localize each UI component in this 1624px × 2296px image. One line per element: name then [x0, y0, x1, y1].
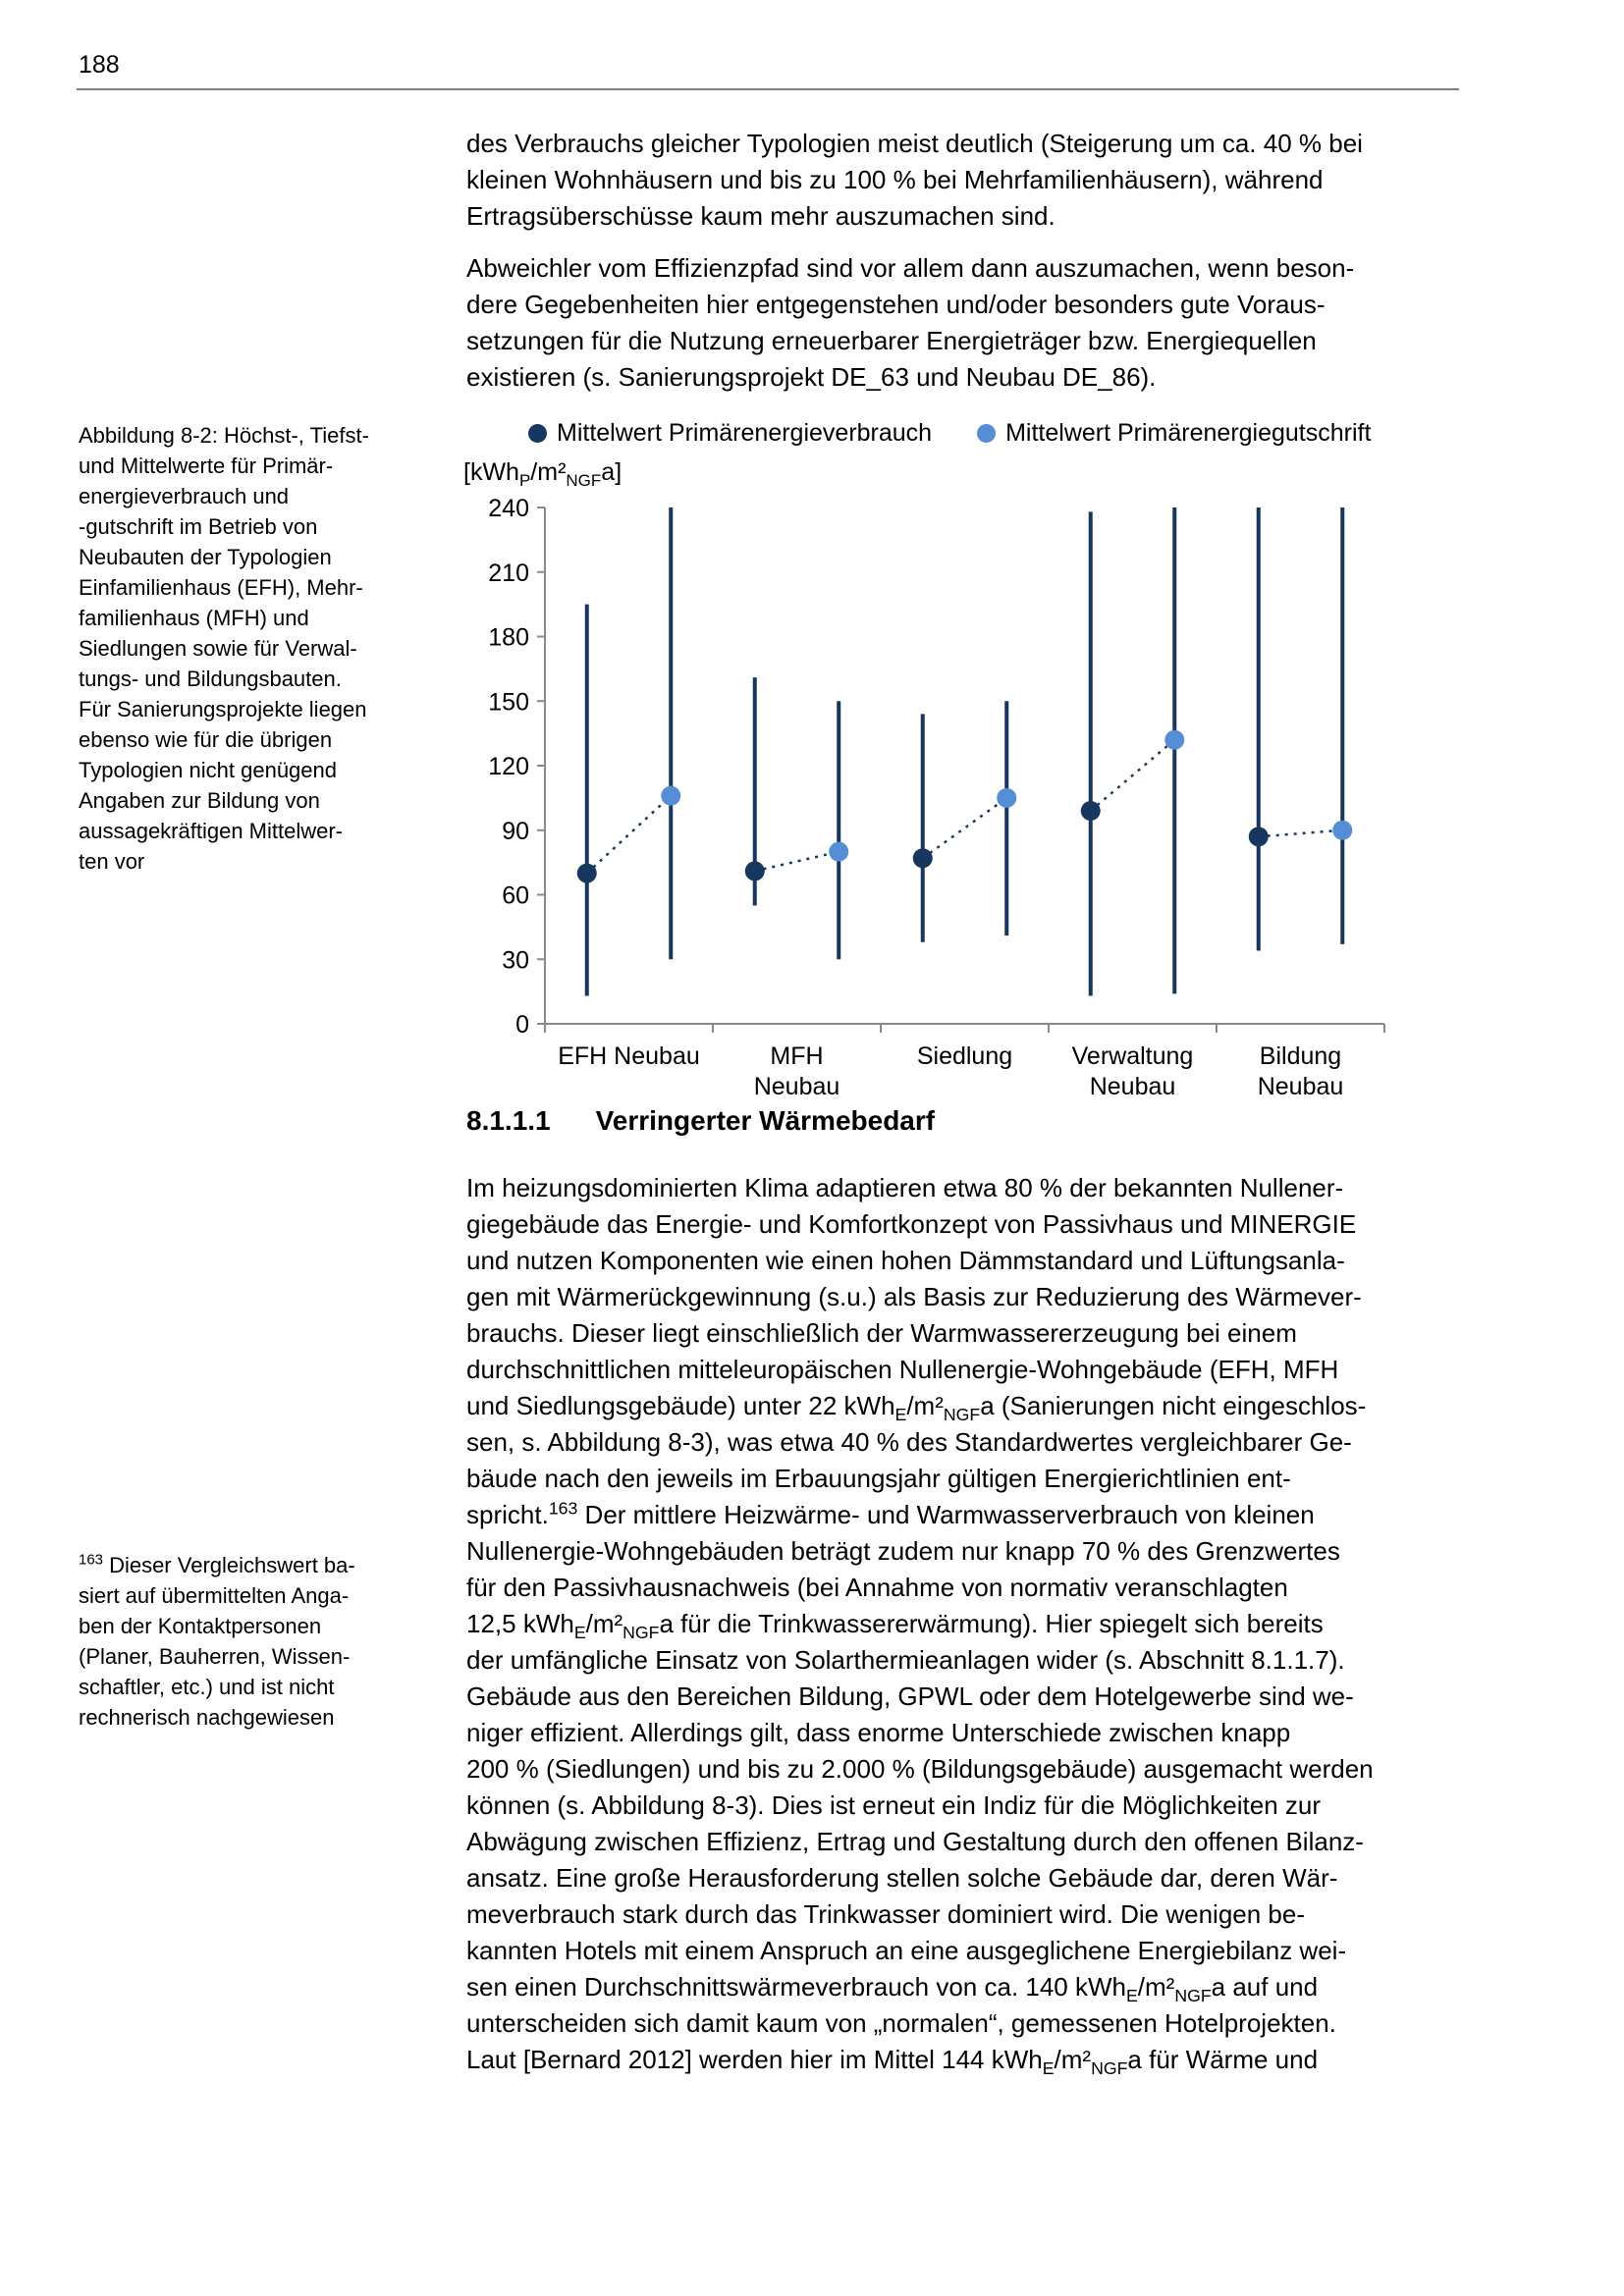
y-tick-label: 180 [488, 623, 529, 652]
category-label: MFH Neubau [753, 1042, 840, 1100]
mean-connector [755, 852, 839, 872]
category-label: Verwaltung Neubau [1071, 1042, 1194, 1100]
mean-dot [829, 842, 848, 862]
paragraph-deviation: Abweichler vom Effizienzpfad sind vor allem dann auszumachen, wenn beson- dere Gegebenheiten hier entgegenstehen und/oder besonders gute Voraus- setzungen für die Nutzung erneuerbarer Energieträger bzw. Energiequellen existieren (s. Sanierungsprojekt DE_63 und Neubau DE_86). [466, 253, 1355, 392]
mean-dot [1249, 827, 1269, 846]
mean-dot [1164, 730, 1184, 750]
legend-label: Mittelwert Primärenergieverbrauch [557, 418, 933, 447]
mean-dot [661, 786, 680, 806]
section-title: Verringerter Wärmebedarf [595, 1105, 936, 1136]
section-number: 8.1.1.1 [466, 1105, 551, 1136]
y-tick-label: 90 [502, 817, 529, 845]
mean-connector [587, 796, 672, 874]
y-tick-label: 210 [488, 559, 529, 587]
footnote-163: $^{163}$ Dieser Vergleichswert ba- siert auf übermittelten Anga- ben der Kontaktpersonen (Planer, Bauherren, Wissen- schaftler, etc.) und ist nicht rechnerisch nachgewiesen [79, 1551, 355, 1730]
legend-item-gutschrift [977, 419, 1371, 448]
mean-dot [1332, 821, 1352, 840]
mean-dot [997, 788, 1016, 808]
figure-caption: Abbildung 8-2: Höchst-, Tiefst- und Mittelwerte für Primär- energieverbrauch und -gutschrift im Betrieb von Neubauten der Typologien Einfamilienhaus (EFH), Mehr- familienhaus (MFH) und Siedlungen sowie für Verwal- tungs- und Bildungsbauten. Für Sanierungsprojekte liegen ebenso wie für die übrigen Typologien nicht genügend Angaben zur Bildung von aussagekräftigen Mittelwer- ten vor [79, 423, 369, 874]
chart-unit-label: $[kWh_P/m^2_{NGF}a]$ [463, 458, 623, 490]
mean-dot [745, 861, 765, 881]
y-tick-label: 30 [502, 946, 529, 975]
mean-connector [1259, 830, 1343, 837]
mean-dot [913, 848, 933, 868]
y-tick-label: 240 [488, 495, 529, 522]
mean-dot [1081, 801, 1101, 821]
y-tick-label: 0 [515, 1011, 529, 1039]
section-heading [466, 1105, 935, 1137]
page-number: 188 [79, 51, 120, 79]
mean-dot [577, 864, 597, 883]
chart-plot [461, 494, 1394, 1132]
category-label: Bildung Neubau [1257, 1042, 1344, 1100]
y-tick-label: 60 [502, 881, 529, 910]
chart-legend [461, 417, 1455, 449]
figure-8-2 [461, 417, 1455, 1144]
mean-connector [923, 798, 1007, 858]
paragraph-waermebedarf: Im heizungsdominierten Klima adaptieren etwa 80 % der bekannten Nullener- giegebäude das Energie- und Komfortkonzept von Passivhaus und MINERGIE und nutzen Komponenten wie einen hohen Dämmstandard und Lüftungsanla- gen mit Wärmerückgewinnung (s.u.) als Basis zur Reduzierung des Wärmever- brauchs. Dieser liegt einschließlich der Warmwassererzeugung bei einem durchschnittlichen mitteleuropäischen Nullenergie-Wohngebäude (EFH, MFH und Siedlungsgebäude) unter 22 $kWh_E/m^2_{NGF}a$ (Sanierungen nicht eingeschlos- sen, s. Abbildung 8-3), was etwa 40 % des Standardwertes vergleichbarer Ge- bäude nach den jeweils im Erbauungsjahr gültigen Energierichtlinien ent- spricht.$^{163}$ Der mittlere Heizwärme- und Warmwasserverbrauch von kleinen Nullenergie-Wohngebäuden beträgt zudem nur knapp 70 % des Grenzwertes für den Passivhausnachweis (bei Annahme von normativ veranschlagten 12,5 $kWh_E/m^2_{NGF}a$ für die Trinkwassererwärmung). Hier spiegelt sich bereits der umfängliche Einsatz von Solarthermieanlagen wider (s. Abschnitt 8.1.1.7). Gebäude aus den Bereichen Bildung, GPWL oder dem Hotelgewerbe sind we- niger effizient. Allerdings gilt, dass enorme Unterschiede zwischen knapp 200 % (Siedlungen) und bis zu 2.000 % (Bildungsgebäude) ausgemacht werden können (s. Abbildung 8-3). Dies ist erneut ein Indiz für die Möglichkeiten zur Abwägung zwischen Effizienz, Ertrag und Gestaltung durch den offenen Bilanz- ansatz. Eine große Herausforderung stellen solche Gebäude dar, deren Wär- meverbrauch stark durch das Trinkwasser dominiert wird. Die wenigen be- kannten Hotels mit einem Anspruch an eine ausgeglichene Energiebilanz wei- sen einen Durchschnittswärmeverbrauch von ca. 140 $kWh_E/m^2_{NGF}a$ auf und unterscheiden sich damit kaum von „normalen“, gemessenen Hotelprojekten. Laut [Bernard 2012] werden hier im Mittel 144 $kWh_E/m^2_{NGF}a$ für Wärme und [466, 1173, 1374, 2079]
legend-item-verbrauch [528, 419, 932, 448]
header-rule [77, 88, 1459, 90]
legend-marker [528, 424, 547, 443]
category-label: Siedlung [916, 1042, 1013, 1070]
y-tick-label: 150 [488, 688, 529, 717]
mean-connector [1091, 740, 1175, 811]
legend-marker [977, 424, 996, 443]
legend-label: Mittelwert Primärenergiegutschrift [1005, 418, 1372, 447]
paragraph-consumption: des Verbrauchs gleicher Typologien meist deutlich (Steigerung um ca. 40 % bei kleinen Wohnhäusern und bis zu 100 % bei Mehrfamilienhäusern), während Ertragsüberschüsse kaum mehr auszumachen sind. [466, 129, 1363, 231]
y-tick-label: 120 [488, 753, 529, 780]
category-label: EFH Neubau [558, 1042, 700, 1070]
